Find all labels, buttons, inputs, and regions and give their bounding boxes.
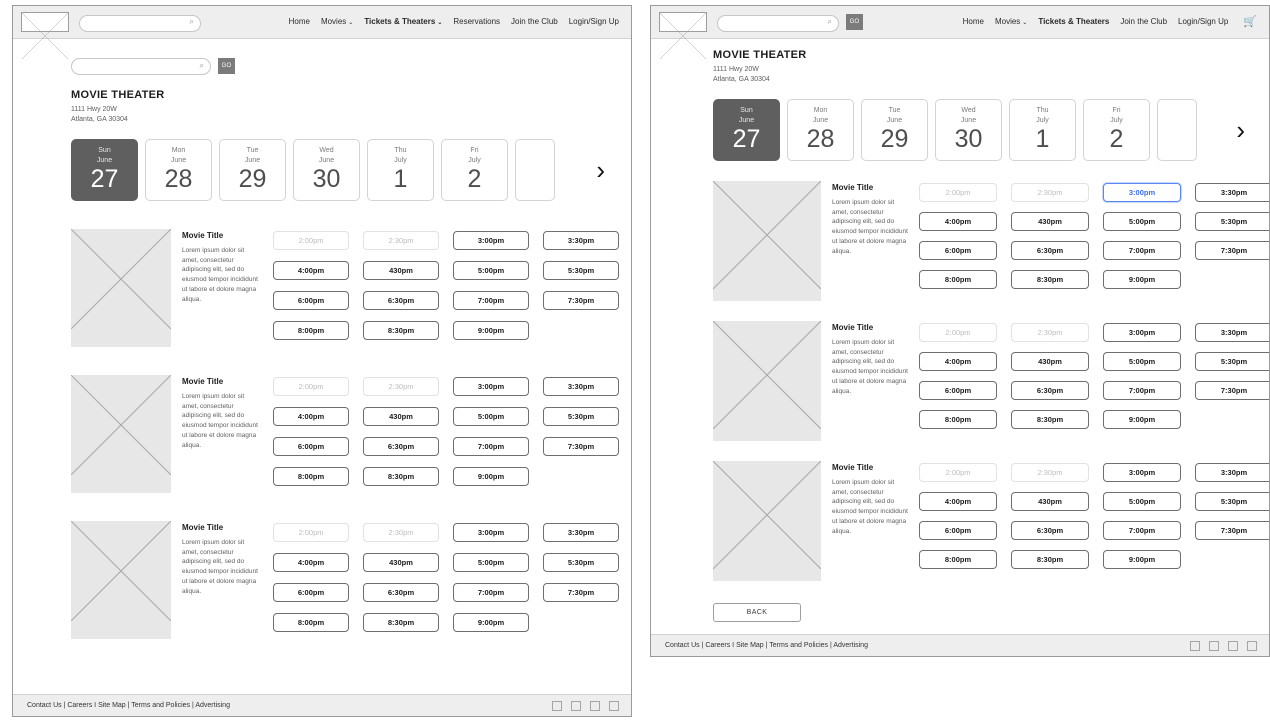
showtime-button[interactable]: 430pm: [1011, 212, 1089, 231]
primary-nav: [289, 18, 621, 26]
showtime-button: 2:00pm: [919, 183, 997, 202]
poster-placeholder-icon[interactable]: [71, 229, 171, 347]
date-selector: [71, 139, 613, 201]
movie-description: Lorem ipsum dolor sit amet, consectetur adipiscing elit, sed do eiusmod tempor incididunt ut labore et dolore magna aliqua.: [182, 392, 258, 449]
chevron-down-icon: ⌄: [1022, 20, 1028, 26]
date-month: July: [1110, 116, 1123, 124]
nav-link-movies[interactable]: [995, 18, 1027, 26]
showtime-button: 2:30pm: [363, 523, 439, 542]
logo-placeholder-icon[interactable]: [21, 12, 69, 32]
search-input[interactable]: [79, 15, 201, 32]
movie-description: Lorem ipsum dolor sit amet, consectetur adipiscing elit, sed do eiusmod tempor incididunt ut labore et dolore magna aliqua.: [182, 246, 258, 303]
date-month: June: [812, 116, 829, 124]
header-search: [79, 13, 201, 32]
date-day-number: 1: [1035, 125, 1050, 154]
movie-row: [713, 321, 1251, 441]
date-day-of-week: Wed: [319, 147, 334, 155]
showtime-button[interactable]: 430pm: [363, 553, 439, 572]
search-icon: ⌕: [827, 17, 832, 26]
showtime-button[interactable]: 6:00pm: [919, 521, 997, 540]
date-month: June: [960, 116, 977, 124]
date-day-of-week: Fri: [470, 147, 479, 155]
showtime-button[interactable]: 6:00pm: [919, 381, 997, 400]
poster-placeholder-icon[interactable]: [713, 461, 821, 581]
header-search: [717, 13, 839, 32]
chevron-right-icon[interactable]: ›: [1236, 115, 1245, 146]
showtime-button[interactable]: 3:30pm: [1195, 183, 1269, 202]
date-day-of-week: Tue: [246, 147, 259, 155]
date-card-30[interactable]: [293, 139, 360, 201]
date-card-2[interactable]: [441, 139, 508, 201]
showtime-slot-empty: [543, 467, 619, 486]
social-icon-placeholder[interactable]: [1209, 641, 1219, 651]
showtime-slot-empty: [1195, 410, 1269, 429]
showtime-button[interactable]: 4:00pm: [273, 261, 349, 280]
date-day-number: 27: [90, 165, 119, 194]
showtime-button[interactable]: 7:00pm: [1103, 381, 1181, 400]
showtime-button[interactable]: 8:30pm: [1011, 270, 1089, 289]
social-icon-placeholder[interactable]: [552, 701, 562, 711]
social-icon-placeholder[interactable]: [609, 701, 619, 711]
nav-link-login-sign-up[interactable]: [569, 18, 619, 26]
showtime-button: 2:30pm: [363, 231, 439, 250]
social-icon-placeholder[interactable]: [1247, 641, 1257, 651]
social-icon-placeholder[interactable]: [571, 701, 581, 711]
showtime-button[interactable]: 8:30pm: [1011, 550, 1089, 569]
showtime-button[interactable]: 3:30pm: [543, 231, 619, 250]
nav-link-join-the-club[interactable]: [511, 18, 558, 26]
date-month: June: [738, 116, 755, 124]
showtime-button[interactable]: 430pm: [363, 407, 439, 426]
address-line-2: Atlanta, GA 30304: [71, 116, 128, 124]
movie-row: [71, 375, 613, 493]
nav-link-login-sign-up[interactable]: [1178, 18, 1228, 26]
logo-placeholder-icon[interactable]: [659, 12, 707, 32]
showtime-button[interactable]: 6:30pm: [363, 291, 439, 310]
movie-title: Movie Title: [832, 463, 874, 473]
social-icon-placeholder[interactable]: [1228, 641, 1238, 651]
showtime-button[interactable]: 430pm: [1011, 492, 1089, 511]
date-day-number: 27: [732, 125, 761, 154]
date-card-27[interactable]: [713, 99, 780, 161]
movie-title: Movie Title: [182, 523, 224, 533]
movie-info: [171, 229, 259, 304]
social-icon-row: [1190, 641, 1257, 651]
date-card-30[interactable]: [935, 99, 1002, 161]
movie-info: [821, 321, 909, 396]
page-search: [71, 56, 211, 75]
date-card-28[interactable]: [145, 139, 212, 201]
showtime-button[interactable]: 5:00pm: [1103, 492, 1181, 511]
date-day-number: 28: [806, 125, 835, 154]
date-month: July: [394, 156, 407, 164]
showtime-button[interactable]: 8:00pm: [273, 321, 349, 340]
date-card-2[interactable]: [1083, 99, 1150, 161]
showtime-button[interactable]: 4:00pm: [273, 553, 349, 572]
showtime-button[interactable]: 4:00pm: [273, 407, 349, 426]
date-day-of-week: Sun: [98, 147, 111, 155]
showtime-button: 2:00pm: [273, 377, 349, 396]
footer-links[interactable]: Contact Us | Careers I Site Map | Terms and Policies | Advertising: [665, 642, 868, 649]
showtime-button[interactable]: 9:00pm: [1103, 550, 1181, 569]
site-header: [13, 6, 631, 39]
poster-placeholder-icon[interactable]: [71, 375, 171, 493]
movie-info: [171, 521, 259, 596]
showtime-button[interactable]: 3:30pm: [543, 377, 619, 396]
showtime-button[interactable]: 7:30pm: [543, 583, 619, 602]
showtime-button: 2:30pm: [1011, 323, 1089, 342]
date-selector: [713, 99, 1251, 161]
date-day-number: 1: [393, 165, 408, 194]
date-card-29[interactable]: [219, 139, 286, 201]
shopping-cart-icon[interactable]: 🛒: [1243, 15, 1257, 28]
date-card-1[interactable]: [367, 139, 434, 201]
primary-nav: [963, 17, 1259, 28]
date-day-number: 2: [467, 165, 482, 194]
date-card-29[interactable]: [861, 99, 928, 161]
date-day-of-week: Mon: [171, 147, 186, 155]
back-button[interactable]: BACK: [713, 603, 801, 622]
showtime-button: 2:30pm: [363, 377, 439, 396]
showtimes-grid: [273, 375, 619, 486]
showtime-button: 2:30pm: [1011, 463, 1089, 482]
date-month: June: [244, 156, 261, 164]
showtime-button[interactable]: 7:30pm: [1195, 521, 1269, 540]
movie-title: Movie Title: [832, 323, 874, 333]
nav-link-label: Join the Club: [511, 17, 558, 26]
showtime-button[interactable]: 7:00pm: [453, 437, 529, 456]
showtime-button[interactable]: 8:30pm: [363, 613, 439, 632]
showtimes-grid: [273, 521, 619, 632]
movie-description: Lorem ipsum dolor sit amet, consectetur adipiscing elit, sed do eiusmod tempor incididunt ut labore et dolore magna aliqua.: [832, 338, 908, 395]
showtime-button[interactable]: 3:00pm: [1103, 183, 1181, 202]
showtimes-grid: [273, 229, 619, 340]
movie-row: [713, 461, 1251, 581]
theater-name: MOVIE THEATER: [71, 89, 165, 101]
date-day-number: 29: [880, 125, 909, 154]
date-card-28[interactable]: [787, 99, 854, 161]
showtime-button[interactable]: 8:00pm: [919, 410, 997, 429]
showtime-button[interactable]: 7:30pm: [1195, 381, 1269, 400]
showtime-button[interactable]: 7:30pm: [543, 437, 619, 456]
social-icon-placeholder[interactable]: [1190, 641, 1200, 651]
showtime-button[interactable]: 6:30pm: [1011, 381, 1089, 400]
chevron-right-icon[interactable]: ›: [596, 155, 605, 186]
showtime-button[interactable]: 3:00pm: [453, 231, 529, 250]
chevron-down-icon: ⌄: [348, 20, 354, 26]
chevron-down-icon: ⌄: [437, 20, 443, 26]
back-row: [713, 601, 1251, 628]
header-go-button[interactable]: GO: [846, 14, 863, 30]
showtime-button[interactable]: 7:00pm: [453, 291, 529, 310]
showtime-button[interactable]: 4:00pm: [919, 352, 997, 371]
showtime-button[interactable]: 8:30pm: [363, 467, 439, 486]
panel-body: [651, 39, 1269, 634]
showtimes-grid: [919, 181, 1269, 289]
showtime-slot-empty: [543, 321, 619, 340]
showtime-button: 2:00pm: [273, 523, 349, 542]
showtime-button[interactable]: 9:00pm: [1103, 410, 1181, 429]
nav-link-join-the-club[interactable]: [1120, 18, 1167, 26]
showtime-button[interactable]: 6:30pm: [363, 583, 439, 602]
showtime-button[interactable]: 8:30pm: [363, 321, 439, 340]
nav-link-label: Join the Club: [1120, 17, 1168, 26]
date-day-of-week: Thu: [1036, 107, 1049, 115]
page-go-button[interactable]: GO: [218, 58, 235, 74]
movie-info: [171, 375, 259, 450]
nav-link-label: Home: [288, 17, 310, 26]
showtime-button[interactable]: 6:00pm: [273, 437, 349, 456]
date-card-partial[interactable]: [515, 139, 555, 201]
nav-link-label: Tickets & Theaters: [364, 17, 436, 26]
movie-row: [71, 229, 613, 347]
showtime-button[interactable]: 6:30pm: [1011, 521, 1089, 540]
showtime-button[interactable]: 8:00pm: [919, 550, 997, 569]
showtime-button: 2:00pm: [919, 463, 997, 482]
theater-address: [713, 65, 1251, 85]
search-input[interactable]: [717, 15, 839, 32]
address-line-1: 1111 Hwy 20W: [71, 106, 117, 113]
showtime-button[interactable]: 5:00pm: [453, 261, 529, 280]
showtime-button[interactable]: 3:00pm: [453, 523, 529, 542]
nav-link-label: Tickets & Theaters: [1038, 17, 1110, 26]
showtime-button[interactable]: 5:00pm: [1103, 212, 1181, 231]
showtime-button[interactable]: 6:00pm: [919, 241, 997, 260]
showtime-button[interactable]: 9:00pm: [453, 321, 529, 340]
showtimes-grid: [919, 321, 1269, 429]
movie-title: Movie Title: [182, 377, 224, 387]
movie-title: Movie Title: [182, 231, 224, 241]
showtime-button[interactable]: 7:30pm: [1195, 241, 1269, 260]
nav-link-label: Movies: [994, 17, 1021, 26]
showtime-button[interactable]: 430pm: [363, 261, 439, 280]
page-content: [651, 49, 1269, 628]
date-day-of-week: Sun: [740, 107, 753, 115]
showtime-button[interactable]: 430pm: [1011, 352, 1089, 371]
nav-link-tickets-theaters[interactable]: [364, 18, 442, 26]
poster-placeholder-icon[interactable]: [713, 181, 821, 301]
movie-info: [821, 181, 909, 256]
showtime-slot-empty: [543, 613, 619, 632]
showtime-button[interactable]: 6:30pm: [363, 437, 439, 456]
showtime-button[interactable]: 6:00pm: [273, 583, 349, 602]
date-day-of-week: Thu: [394, 147, 407, 155]
date-day-number: 28: [164, 165, 193, 194]
social-icon-placeholder[interactable]: [590, 701, 600, 711]
date-month: July: [468, 156, 481, 164]
movie-row: [71, 521, 613, 639]
date-card-partial[interactable]: [1157, 99, 1197, 161]
site-footer: [651, 634, 1269, 656]
page-search-row: [71, 39, 613, 75]
movie-info: [821, 461, 909, 536]
date-day-of-week: Tue: [888, 107, 901, 115]
movie-list: [71, 229, 613, 639]
showtime-button[interactable]: 5:30pm: [543, 407, 619, 426]
nav-link-reservations[interactable]: [453, 18, 500, 26]
page-content: [13, 39, 631, 639]
date-day-number: 30: [954, 125, 983, 154]
showtime-button[interactable]: 3:00pm: [1103, 323, 1181, 342]
showtime-button[interactable]: 8:30pm: [1011, 410, 1089, 429]
panel-body: [13, 39, 631, 694]
nav-link-label: Login/Sign Up: [568, 17, 619, 26]
wireframe-panel-right: [650, 5, 1270, 657]
site-header: [651, 6, 1269, 39]
search-input[interactable]: [71, 58, 211, 75]
showtime-button[interactable]: 3:30pm: [1195, 463, 1269, 482]
date-month: June: [318, 156, 335, 164]
date-day-number: 30: [312, 165, 341, 194]
poster-placeholder-icon[interactable]: [713, 321, 821, 441]
address-line-1: 1111 Hwy 20W: [713, 66, 759, 73]
showtime-button[interactable]: 4:00pm: [919, 492, 997, 511]
date-month: June: [96, 156, 113, 164]
date-card-1[interactable]: [1009, 99, 1076, 161]
movie-description: Lorem ipsum dolor sit amet, consectetur adipiscing elit, sed do eiusmod tempor incididunt ut labore et dolore magna aliqua.: [182, 538, 258, 595]
date-day-of-week: Fri: [1112, 107, 1121, 115]
showtime-button[interactable]: 3:00pm: [1103, 463, 1181, 482]
showtimes-grid: [919, 461, 1269, 569]
showtime-button[interactable]: 6:30pm: [1011, 241, 1089, 260]
showtime-button[interactable]: 6:00pm: [273, 291, 349, 310]
theater-name: MOVIE THEATER: [713, 49, 807, 61]
address-line-2: Atlanta, GA 30304: [713, 76, 770, 84]
showtime-button[interactable]: 5:30pm: [543, 553, 619, 572]
showtime-button[interactable]: 9:00pm: [453, 467, 529, 486]
date-day-of-week: Mon: [813, 107, 828, 115]
date-day-number: 29: [238, 165, 267, 194]
showtime-button[interactable]: 7:00pm: [453, 583, 529, 602]
showtime-button[interactable]: 8:00pm: [273, 467, 349, 486]
showtime-button: 2:30pm: [1011, 183, 1089, 202]
showtime-button[interactable]: 3:30pm: [543, 523, 619, 542]
date-card-27[interactable]: [71, 139, 138, 201]
poster-placeholder-icon[interactable]: [71, 521, 171, 639]
date-day-number: 2: [1109, 125, 1124, 154]
showtime-button[interactable]: 7:30pm: [543, 291, 619, 310]
showtime-button[interactable]: 5:00pm: [453, 553, 529, 572]
showtime-button[interactable]: 5:00pm: [453, 407, 529, 426]
footer-links[interactable]: Contact Us | Careers I Site Map | Terms and Policies | Advertising: [27, 702, 230, 709]
theater-address: [71, 105, 613, 125]
showtime-button[interactable]: 3:30pm: [1195, 323, 1269, 342]
showtime-button[interactable]: 5:30pm: [1195, 352, 1269, 371]
nav-link-label: Login/Sign Up: [1178, 17, 1229, 26]
nav-link-label: Movies: [320, 17, 347, 26]
showtime-button: 2:00pm: [273, 231, 349, 250]
date-day-of-week: Wed: [961, 107, 976, 115]
showtime-button[interactable]: 9:00pm: [1103, 270, 1181, 289]
movie-list: [713, 181, 1251, 581]
date-month: June: [170, 156, 187, 164]
nav-link-home[interactable]: [963, 18, 984, 26]
showtime-button[interactable]: 5:30pm: [543, 261, 619, 280]
showtime-button[interactable]: 9:00pm: [453, 613, 529, 632]
date-month: June: [886, 116, 903, 124]
movie-title: Movie Title: [832, 183, 874, 193]
showtime-button[interactable]: 5:00pm: [1103, 352, 1181, 371]
wireframe-panel-left: [12, 5, 632, 717]
movie-description: Lorem ipsum dolor sit amet, consectetur adipiscing elit, sed do eiusmod tempor incididunt ut labore et dolore magna aliqua.: [832, 198, 908, 255]
showtime-button[interactable]: 7:00pm: [1103, 521, 1181, 540]
date-month: July: [1036, 116, 1049, 124]
nav-link-label: Reservations: [453, 17, 501, 26]
search-icon: ⌕: [189, 17, 194, 26]
showtime-slot-empty: [1195, 550, 1269, 569]
showtime-slot-empty: [1195, 270, 1269, 289]
movie-description: Lorem ipsum dolor sit amet, consectetur adipiscing elit, sed do eiusmod tempor incididunt ut labore et dolore magna aliqua.: [832, 478, 908, 535]
showtime-button[interactable]: 8:00pm: [273, 613, 349, 632]
showtime-button[interactable]: 5:30pm: [1195, 492, 1269, 511]
showtime-button[interactable]: 4:00pm: [919, 212, 997, 231]
showtime-button[interactable]: 3:00pm: [453, 377, 529, 396]
movie-row: [713, 181, 1251, 301]
nav-link-movies[interactable]: [321, 18, 353, 26]
social-icon-row: [552, 701, 619, 711]
showtime-button[interactable]: 7:00pm: [1103, 241, 1181, 260]
showtime-button[interactable]: 8:00pm: [919, 270, 997, 289]
site-footer: [13, 694, 631, 716]
nav-link-tickets-theaters[interactable]: [1038, 18, 1109, 26]
nav-link-label: Home: [962, 17, 984, 26]
search-icon: ⌕: [199, 60, 204, 70]
nav-link-home[interactable]: [289, 18, 310, 26]
showtime-button[interactable]: 5:30pm: [1195, 212, 1269, 231]
showtime-button: 2:00pm: [919, 323, 997, 342]
